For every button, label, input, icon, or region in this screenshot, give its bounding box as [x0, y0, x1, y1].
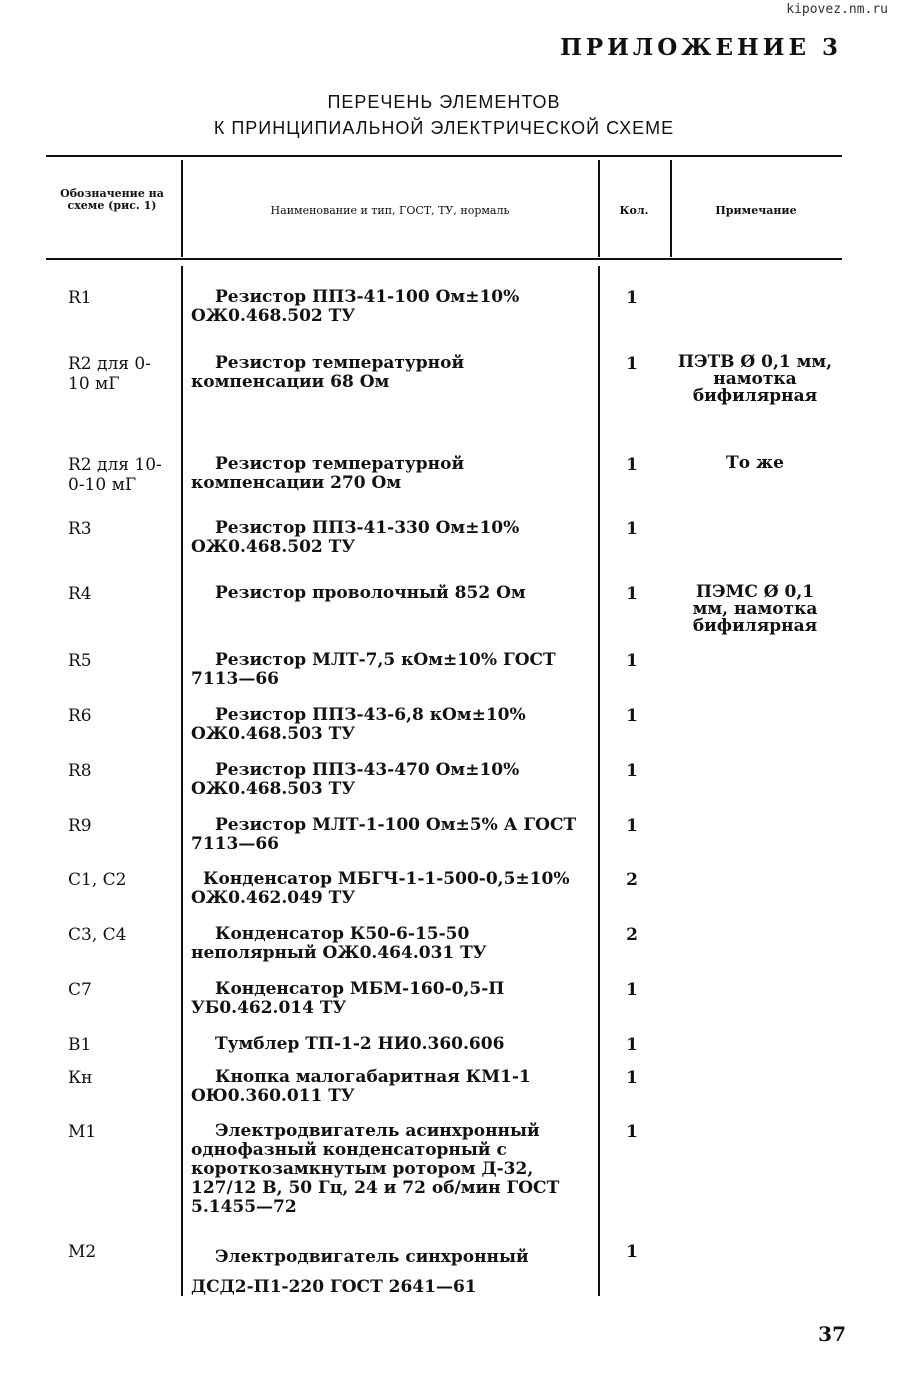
name-cell: Резистор МЛТ-7,5 кОм±10% ГОСТ 7113—66 — [191, 650, 556, 689]
note-cell: ПЭМС Ø 0,1 мм, намотка бифилярная — [692, 582, 818, 636]
name-cell: Резистор проволочный 852 Ом — [215, 583, 526, 603]
name-cell: Резистор температурной компенсации 68 Ом — [191, 353, 465, 392]
note-cell: То же — [726, 453, 784, 473]
qty-cell: 1 — [626, 584, 638, 604]
column-header-note: Примечание — [715, 204, 797, 217]
designation-cell: R2 для 0-10 мГ — [68, 354, 151, 394]
name-cell: Резистор МЛТ-1-100 Ом±5% А ГОСТ 7113—66 — [191, 815, 577, 854]
designation-cell: M2 — [68, 1242, 97, 1262]
name-cell: Кнопка малогабаритная КМ1-1 ОЮ0.360.011 ТУ — [191, 1067, 531, 1106]
name-cell: Конденсатор МБМ-160-0,5-П УБ0.462.014 ТУ — [191, 979, 505, 1018]
column-header-qty: Кол. — [619, 204, 649, 217]
designation-cell: R6 — [68, 706, 92, 726]
qty-cell: 1 — [626, 980, 638, 1000]
name-cell: Резистор температурной компенсации 270 Ом — [191, 454, 465, 493]
column-divider — [598, 160, 600, 257]
designation-cell: R8 — [68, 761, 92, 781]
qty-cell: 1 — [626, 1035, 638, 1055]
column-header-name: Наименование и тип, ГОСТ, ТУ, нормаль — [270, 204, 510, 217]
name-cell: Резистор ППЗ-43-6,8 кОм±10% ОЖ0.468.503 ТУ — [191, 705, 526, 744]
note-cell: ПЭТВ Ø 0,1 мм, намотка бифилярная — [677, 352, 833, 406]
appendix-heading: ПРИЛОЖЕНИЕ 3 — [560, 34, 842, 61]
name-cell: Конденсатор К50-6-15-50 неполярный ОЖ0.464.031 ТУ — [191, 924, 487, 963]
qty-cell: 1 — [626, 816, 638, 836]
qty-cell: 1 — [626, 354, 638, 374]
document-title-line1: ПЕРЕЧЕНЬ ЭЛЕМЕНТОВ — [327, 92, 561, 112]
qty-cell: 1 — [626, 288, 638, 308]
designation-cell: R1 — [68, 288, 92, 308]
qty-cell: 1 — [626, 761, 638, 781]
qty-cell: 1 — [626, 1068, 638, 1088]
qty-cell: 1 — [626, 651, 638, 671]
qty-cell: 2 — [626, 870, 638, 890]
designation-cell: R5 — [68, 651, 92, 671]
designation-cell: C3, C4 — [68, 925, 127, 945]
column-divider — [181, 266, 183, 1296]
name-cell: Электродвигатель синхронный ДСД2-П1-220 ГОСТ 2641—61 — [191, 1247, 529, 1297]
designation-cell: C7 — [68, 980, 92, 1000]
qty-cell: 1 — [626, 1242, 638, 1262]
name-cell: Конденсатор МБГЧ-1-1-500-0,5±10% ОЖ0.462.049 ТУ — [191, 869, 570, 908]
page-number: 37 — [818, 1322, 846, 1346]
designation-cell: M1 — [68, 1122, 97, 1142]
designation-cell: B1 — [68, 1035, 92, 1055]
qty-cell: 1 — [626, 455, 638, 475]
designation-cell: R3 — [68, 519, 92, 539]
site-watermark: kipovez.nm.ru — [786, 2, 888, 17]
qty-cell: 1 — [626, 706, 638, 726]
table-top-rule — [46, 155, 842, 157]
designation-cell: R4 — [68, 584, 92, 604]
document-title-line2: К ПРИНЦИПИАЛЬНОЙ ЭЛЕКТРИЧЕСКОЙ СХЕМЕ — [213, 118, 675, 138]
column-divider — [670, 160, 672, 257]
name-cell: Резистор ППЗ-43-470 Ом±10% ОЖ0.468.503 ТУ — [191, 760, 520, 799]
name-cell: Резистор ППЗ-41-330 Ом±10% ОЖ0.468.502 ТУ — [191, 518, 520, 557]
column-divider — [598, 266, 600, 1296]
column-divider — [181, 160, 183, 257]
designation-cell: R9 — [68, 816, 92, 836]
designation-cell: Кн — [68, 1068, 93, 1088]
qty-cell: 1 — [626, 519, 638, 539]
name-cell: Тумблер ТП-1-2 НИ0.360.606 — [215, 1034, 505, 1054]
column-header-designation: Обозначение на схеме (рис. 1) — [60, 187, 164, 212]
qty-cell: 1 — [626, 1122, 638, 1142]
designation-cell: C1, C2 — [68, 870, 127, 890]
name-cell: Резистор ППЗ-41-100 Ом±10% ОЖ0.468.502 ТУ — [191, 287, 520, 326]
designation-cell: R2 для 10-0-10 мГ — [68, 455, 162, 495]
header-bottom-rule — [46, 258, 842, 260]
qty-cell: 2 — [626, 925, 638, 945]
name-cell: Электродвигатель асинхронный однофазный конденсаторный с короткозамкнутым ротором Д-32, 127/12 В, 50 Гц, 24 и 72 об/мин ГОСТ 5.1455—72 — [191, 1121, 560, 1217]
